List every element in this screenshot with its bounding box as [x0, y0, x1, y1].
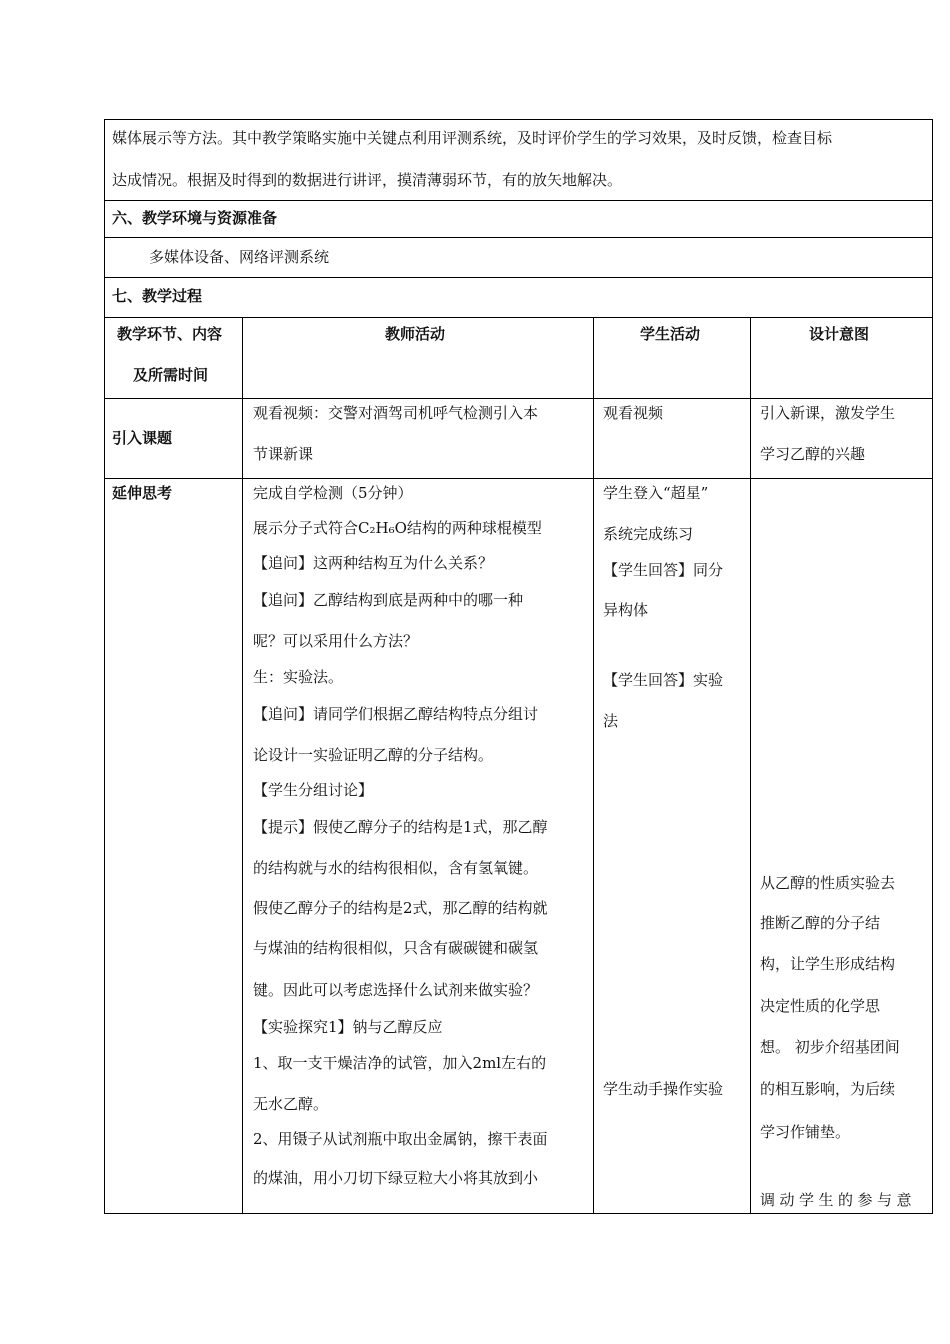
column-divider: [593, 317, 594, 1213]
row2-teacher-line: 1、取一支干燥洁净的试管，加入2ml左右的: [253, 1054, 547, 1072]
row2-intent-line: 想。 初步介绍基团间: [760, 1038, 900, 1056]
row2-teacher-line: 的结构就与水的结构很相似，含有氢氧键。: [253, 859, 539, 877]
row2-teacher-line: 无水乙醇。: [253, 1095, 329, 1113]
row2-teacher-line: 论设计一实验证明乙醇的分子结构。: [253, 746, 494, 764]
row2-teacher-line: 完成自学检测（5分钟）: [253, 484, 413, 502]
table-left-border: [104, 119, 105, 1213]
row2-teacher-line: 键。因此可以考虑选择什么试剂来做实验？: [253, 981, 539, 999]
row2-intent-line: 从乙醇的性质实验去: [760, 874, 896, 892]
table-bottom-border: [104, 1213, 933, 1214]
row2-student-line: 学生登入“超星”: [603, 484, 709, 502]
row2-teacher-line: 生：实验法。: [253, 668, 344, 686]
row2-teacher-line: 【追问】请同学们根据乙醇结构特点分组讨: [253, 705, 539, 723]
row2-stage: 延伸思考: [112, 484, 173, 502]
row2-teacher-line: 假使乙醇分子的结构是2式，那乙醇的结构就: [253, 899, 548, 917]
section-6-heading: 六、教学环境与资源准备: [112, 209, 278, 227]
header-stage-line-2: 及所需时间: [133, 366, 209, 384]
row2-student-line: 学生动手操作实验: [603, 1080, 724, 1098]
section-7-heading: 七、教学过程: [112, 287, 203, 305]
row-divider: [104, 277, 933, 278]
intro-line-2: 达成情况。根据及时得到的数据进行讲评，摸清薄弱环节，有的放矢地解决。: [112, 171, 623, 189]
intro-line-1: 媒体展示等方法。其中教学策略实施中关键点利用评测系统，及时评价学生的学习效果，及时反馈，检查目标: [112, 129, 833, 147]
header-stage-line-1: 教学环节、内容: [117, 325, 223, 343]
row2-intent-line: 决定性质的化学思: [760, 997, 881, 1015]
section-6-content: 多媒体设备、网络评测系统: [149, 248, 330, 266]
row1-stage: 引入课题: [112, 429, 173, 447]
column-divider: [750, 317, 751, 1213]
row2-student-line: 【学生回答】同分: [603, 561, 724, 579]
row1-intent-line-2: 学习乙醇的兴趣: [760, 445, 866, 463]
header-teacher-activity: 教师活动: [385, 325, 446, 343]
row1-student: 观看视频: [603, 404, 664, 422]
row2-teacher-line: 的煤油，用小刀切下绿豆粒大小将其放到小: [253, 1169, 539, 1187]
row-divider: [104, 200, 933, 201]
row-divider: [104, 317, 933, 318]
table-right-border: [932, 119, 933, 1213]
row2-intent-line: 学习作铺垫。: [760, 1123, 851, 1141]
row2-intent-line: 调动学生的参与意: [760, 1191, 917, 1209]
row1-teacher-line-1: 观看视频：交警对酒驾司机呼气检测引入本: [253, 404, 539, 422]
row2-teacher-line: 【追问】乙醇结构到底是两种中的哪一种: [253, 591, 524, 609]
row1-intent-line-1: 引入新课，激发学生: [760, 404, 896, 422]
row2-teacher-line: 【追问】这两种结构互为什么关系？: [253, 554, 494, 572]
row-divider: [104, 398, 933, 399]
row2-intent-line: 的相互影响，为后续: [760, 1080, 896, 1098]
row2-teacher-line: 2、用镊子从试剂瓶中取出金属钠，擦干表面: [253, 1130, 548, 1148]
column-divider: [242, 317, 243, 1213]
table-top-border: [104, 119, 933, 120]
row2-student-line: 【学生回答】实验: [603, 671, 724, 689]
row2-teacher-line: 【学生分组讨论】: [253, 781, 374, 799]
row2-teacher-line: 呢？可以采用什么方法？: [253, 632, 419, 650]
row-divider: [104, 237, 933, 238]
row2-intent-line: 推断乙醇的分子结: [760, 914, 881, 932]
row2-teacher-line: 与煤油的结构很相似，只含有碳碳键和碳氢: [253, 939, 539, 957]
row2-intent-line: 构，让学生形成结构: [760, 955, 896, 973]
row2-teacher-line: 展示分子式符合C₂H₆O结构的两种球棍模型: [253, 519, 542, 537]
row2-student-line: 异构体: [603, 601, 649, 619]
row2-student-line: 法: [603, 712, 619, 730]
row2-student-line: 系统完成练习: [603, 525, 694, 543]
header-student-activity: 学生活动: [640, 325, 701, 343]
row-divider: [104, 478, 933, 479]
header-design-intent: 设计意图: [809, 325, 870, 343]
row2-teacher-line: 【实验探究1】钠与乙醇反应: [253, 1018, 443, 1036]
row1-teacher-line-2: 节课新课: [253, 445, 314, 463]
row2-teacher-line: 【提示】假使乙醇分子的结构是1式，那乙醇: [253, 818, 548, 836]
